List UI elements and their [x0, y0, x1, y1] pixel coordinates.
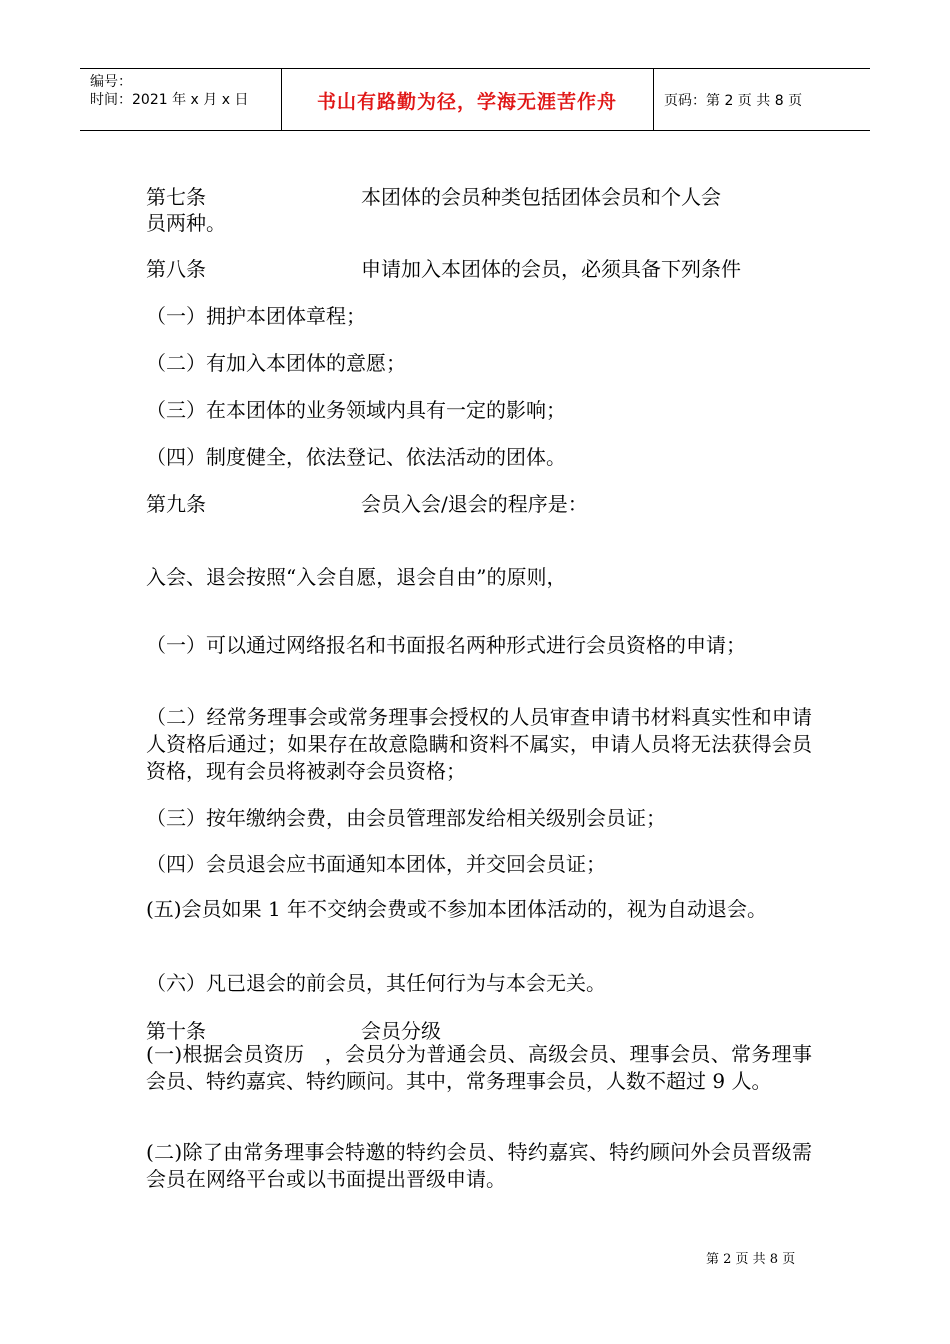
article10-title: 第十条: [146, 1019, 206, 1043]
page-header: [80, 68, 870, 131]
article8-item: （三）在本团体的业务领域内具有一定的影响；: [146, 398, 566, 422]
document-number-label: 编号：: [90, 74, 132, 90]
article9-item: (五)会员如果 1 年不交纳会费或不参加本团体活动的，视为自动退会。: [146, 897, 768, 921]
article8-item: （二）有加入本团体的意愿；: [146, 351, 406, 375]
article9-title: 第九条: [146, 492, 206, 516]
article8-title: 第八条: [146, 257, 206, 281]
header-page-cell: [654, 69, 870, 130]
header-page-label: 页码：第 2 页 共 8 页: [664, 93, 803, 109]
article7-body-line2: 员两种。: [146, 211, 226, 235]
header-left-cell: [80, 69, 282, 130]
article9-item: （一）可以通过网络报名和书面报名两种形式进行会员资格的申请；: [146, 633, 746, 657]
article10-body: 会员分级: [361, 1019, 441, 1043]
article9-body: 会员入会/退会的程序是：: [361, 492, 588, 516]
footer-page-number: 第 2 页 共 8 页: [706, 1252, 796, 1267]
article9-principle: 入会、退会按照“入会自愿，退会自由”的原则，: [146, 565, 567, 589]
header-motto: 书山有路勤为径，学海无涯苦作舟: [316, 91, 617, 113]
article8-item: （四）制度健全，依法登记、依法活动的团体。: [146, 445, 566, 469]
article9-item: （六）凡已退会的前会员，其任何行为与本会无关。: [146, 971, 606, 995]
article7-body-line1: 本团体的会员种类包括团体会员和个人会: [361, 185, 721, 209]
article7-title: 第七条: [146, 185, 206, 209]
header-motto-cell: [281, 69, 654, 130]
article9-item: （四）会员退会应书面通知本团体，并交回会员证；: [146, 852, 606, 876]
article10-item: (二)除了由常务理事会特邀的特约会员、特约嘉宾、特约顾问外会员晋级需会员在网络平台或以书面提出晋级申请。: [146, 1140, 812, 1191]
article8-item: （一）拥护本团体章程；: [146, 304, 366, 328]
article8-body: 申请加入本团体的会员，必须具备下列条件: [361, 257, 741, 281]
document-time-label: 时间：2021 年 x 月 x 日: [90, 92, 249, 108]
article9-item: （二）经常务理事会或常务理事会授权的人员审查申请书材料真实性和申请人资格后通过；如果存在故意隐瞒和资料不属实，申请人员将无法获得会员资格，现有会员将被剥夺会员资格；: [146, 705, 812, 783]
article10-item: (一)根据会员资历 ，会员分为普通会员、高级会员、理事会员、常务理事会员、特约嘉宾、特约顾问。其中，常务理事会员，人数不超过 9 人。: [146, 1042, 812, 1093]
article9-item: （三）按年缴纳会费，由会员管理部发给相关级别会员证；: [146, 806, 666, 830]
